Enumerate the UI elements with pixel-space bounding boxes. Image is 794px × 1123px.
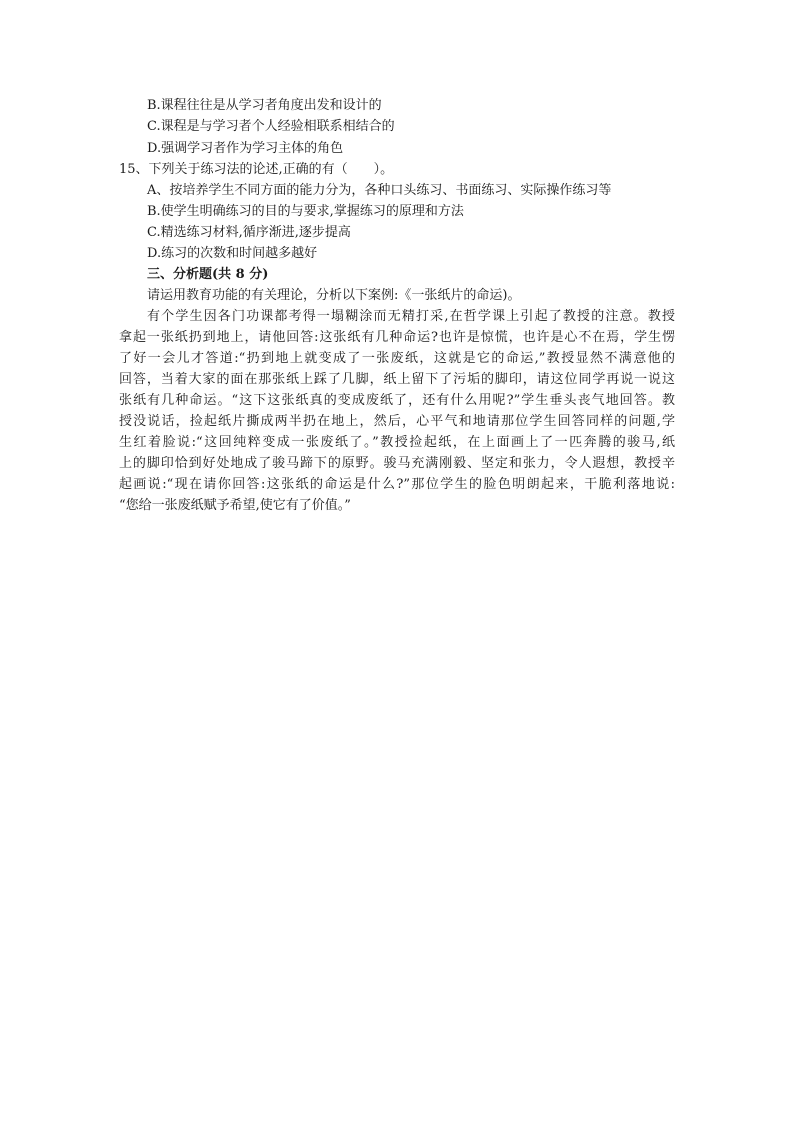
case-line-2: 拿起一张纸扔到地上，请他回答:这张纸有几种命运?也许是惊慌，也许是心不在焉，学生愣 xyxy=(119,330,675,345)
q14-option-c: C.课程是与学习者个人经验相联系相结合的 xyxy=(147,119,395,134)
case-line-9: 起画说:“现在请你回答:这张纸的命运是什么?”那位学生的脸色明朗起来，干脆利落地说: xyxy=(119,477,675,492)
case-line-3: 了好一会儿才答道:“扔到地上就变成了一张废纸，这就是它的命运,”教授显然不满意他的 xyxy=(119,351,675,366)
case-line-10: “您给一张废纸赋予希望,使它有了价值。” xyxy=(119,498,351,513)
section-instruction: 请运用教育功能的有关理论，分析以下案例:《一张纸片的命运)。 xyxy=(147,288,521,303)
case-line-7: 生红着脸说:“这回纯粹变成一张废纸了。”教授捡起纸，在上面画上了一匹奔腾的骏马,纸 xyxy=(119,435,675,450)
case-line-6: 授没说话，捡起纸片撕成两半扔在地上，然后，心平气和地请那位学生回答同样的问题,学 xyxy=(119,414,675,429)
case-line-4: 回答，当着大家的面在那张纸上踩了几脚，纸上留下了污垢的脚印，请这位同学再说一说这 xyxy=(119,372,675,387)
q15-option-c: C.精选练习材料,循序渐进,逐步提高 xyxy=(147,225,351,240)
q15-option-b: B.使学生明确练习的目的与要求,掌握练习的原理和方法 xyxy=(147,204,464,219)
case-line-1: 有个学生因各门功课都考得一塌糊涂而无精打采,在哲学课上引起了教授的注意。教授 xyxy=(147,309,675,324)
q15-option-a: A、按培养学生不同方面的能力分为，各种口头练习、书面练习、实际操作练习等 xyxy=(147,183,612,198)
section-heading: 三、分析题(共 8 分) xyxy=(147,267,269,282)
q15-option-d: D.练习的次数和时间越多越好 xyxy=(147,246,318,261)
q14-option-d: D.强调学习者作为学习主体的角色 xyxy=(147,141,344,156)
case-line-5: 张纸有几种命运。“这下这张纸真的变成废纸了，还有什么用呢?”学生垂头丧气地回答。教 xyxy=(119,393,675,408)
case-line-8: 上的脚印恰到好处地成了骏马蹄下的原野。骏马充满刚毅、坚定和张力，令人遐想，教授辛 xyxy=(119,456,675,471)
q15-stem: 15、下列关于练习法的论述,正确的有（ ）。 xyxy=(119,162,394,177)
q14-option-b: B.课程往往是从学习者角度出发和设计的 xyxy=(147,98,382,113)
